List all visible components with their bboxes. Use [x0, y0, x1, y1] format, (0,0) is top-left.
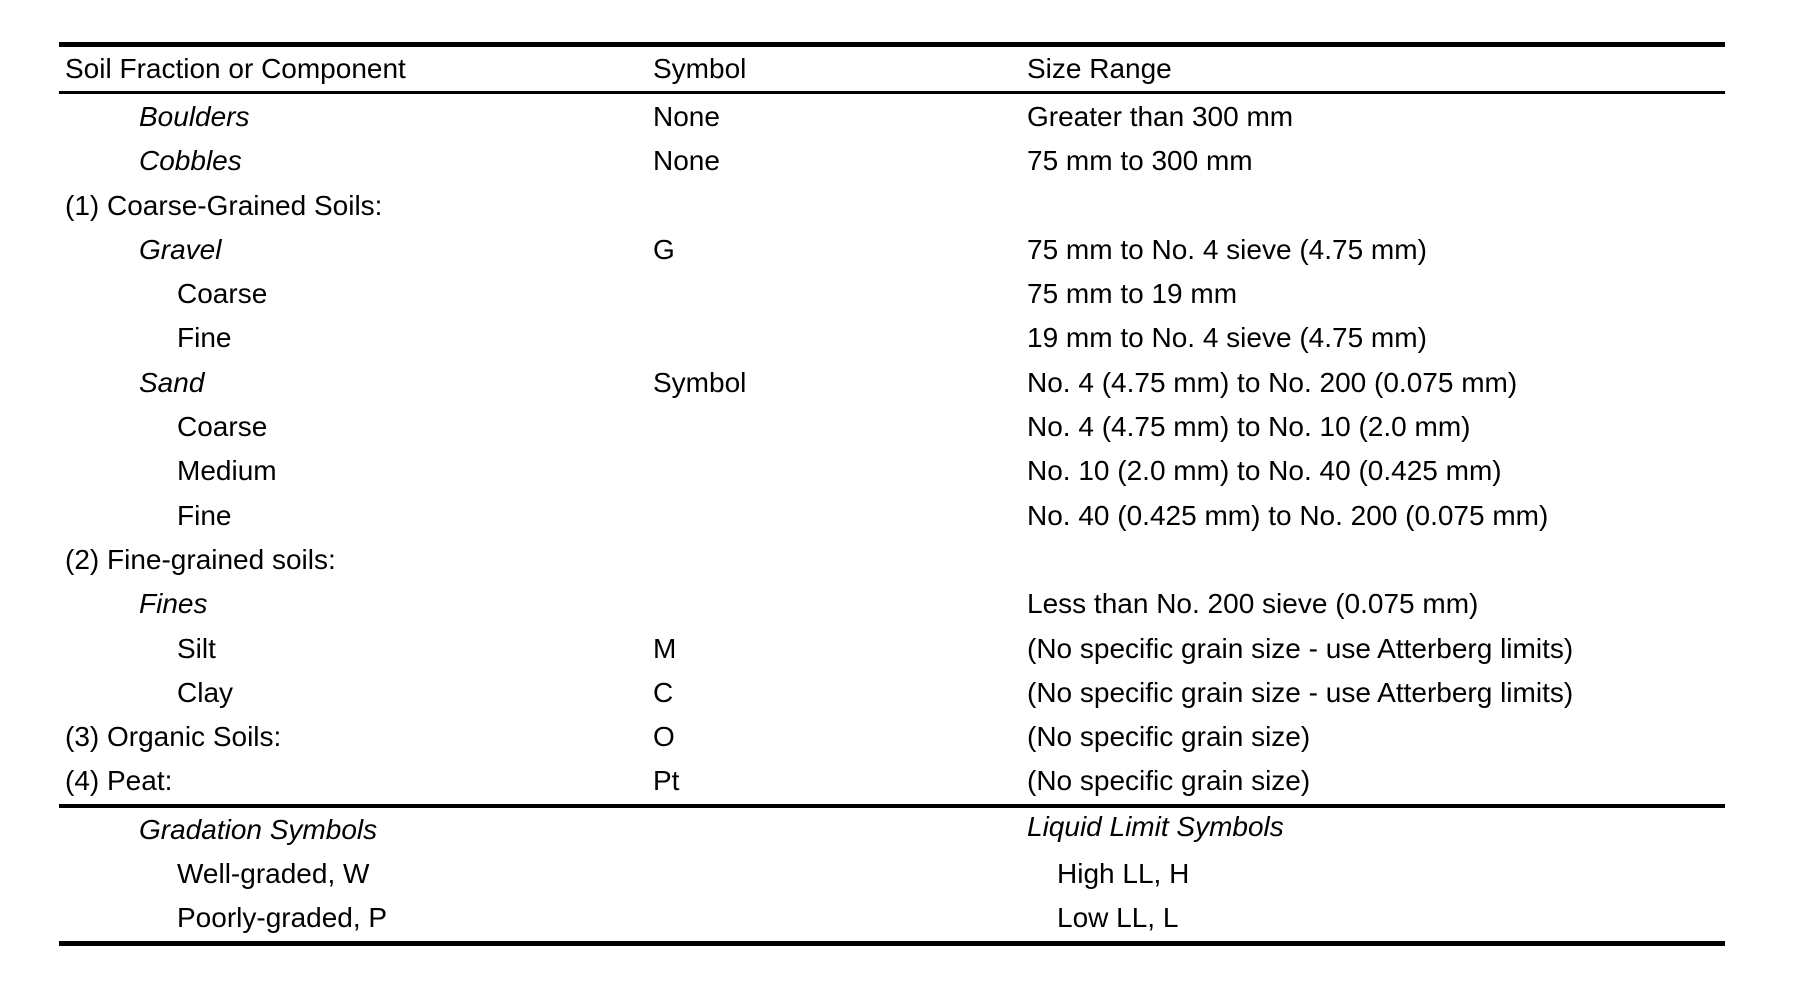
table-row: [59, 361, 1725, 405]
row-symbol: Pt: [653, 765, 680, 797]
table-row: [59, 139, 1725, 183]
gradation-item: Well-graded, W: [177, 858, 370, 890]
footer-row: [59, 852, 1725, 896]
footer-row: [59, 896, 1725, 940]
table-row: [59, 494, 1725, 538]
table-bottom-rule: [59, 941, 1725, 946]
table-row: [59, 316, 1725, 360]
row-component: (2) Fine-grained soils:: [65, 543, 336, 575]
row-size-range: 19 mm to No. 4 sieve (4.75 mm): [1027, 322, 1427, 354]
row-component: Gravel: [139, 233, 222, 265]
row-component: Boulders: [139, 101, 250, 132]
table-row: [59, 405, 1725, 449]
row-component: Coarse: [177, 411, 268, 443]
row-size-range: No. 10 (2.0 mm) to No. 40 (0.425 mm): [1027, 455, 1502, 487]
row-symbol: O: [653, 721, 675, 753]
table-row: [59, 272, 1725, 316]
row-component: (4) Peat:: [65, 765, 173, 797]
table-row: [59, 715, 1725, 759]
row-symbol: None: [653, 145, 720, 177]
row-component: Fines: [139, 588, 208, 620]
gradation-item: Poorly-graded, P: [177, 902, 388, 934]
row-symbol: None: [653, 101, 720, 132]
row-size-range: No. 40 (0.425 mm) to No. 200 (0.075 mm): [1027, 499, 1549, 531]
gradation-symbols-title: Gradation Symbols: [139, 813, 378, 845]
table-row: [59, 95, 1725, 139]
header-size-range: Size Range: [1027, 53, 1172, 84]
table-footer: [59, 808, 1725, 941]
row-component: Clay: [177, 676, 234, 708]
table-row: [59, 184, 1725, 228]
row-symbol: G: [653, 233, 675, 265]
row-size-range: 75 mm to No. 4 sieve (4.75 mm): [1027, 233, 1427, 265]
row-component: (1) Coarse-Grained Soils:: [65, 189, 383, 221]
row-size-range: (No specific grain size - use Atterberg limits): [1027, 676, 1574, 708]
table-row: [59, 627, 1725, 671]
header-component: Soil Fraction or Component: [65, 53, 406, 84]
table-row: [59, 759, 1725, 803]
row-size-range: (No specific grain size): [1027, 765, 1311, 797]
row-component: (3) Organic Soils:: [65, 721, 282, 753]
row-size-range: 75 mm to 19 mm: [1027, 278, 1238, 310]
row-symbol: Symbol: [653, 366, 747, 398]
table-row: [59, 449, 1725, 493]
table-body: [59, 94, 1725, 804]
table-row: [59, 671, 1725, 715]
table-row: [59, 538, 1725, 582]
row-component: Silt: [177, 632, 216, 664]
header-symbol: Symbol: [653, 53, 747, 84]
table-header-row: [59, 47, 1725, 91]
row-size-range: (No specific grain size - use Atterberg limits): [1027, 632, 1574, 664]
liquid-limit-symbols-title: Liquid Limit Symbols: [1027, 810, 1284, 842]
row-symbol: C: [653, 676, 674, 708]
row-size-range: Less than No. 200 sieve (0.075 mm): [1027, 588, 1479, 620]
row-component: Fine: [177, 499, 232, 531]
row-component: Fine: [177, 322, 232, 354]
row-size-range: No. 4 (4.75 mm) to No. 200 (0.075 mm): [1027, 366, 1518, 398]
soil-classification-table: [59, 42, 1725, 946]
table-row: [59, 228, 1725, 272]
liquid-limit-item: High LL, H: [1057, 858, 1190, 890]
row-component: Medium: [177, 455, 277, 487]
footer-row: [59, 808, 1725, 852]
table-row: [59, 582, 1725, 626]
row-size-range: (No specific grain size): [1027, 721, 1311, 753]
row-symbol: M: [653, 632, 677, 664]
row-size-range: 75 mm to 300 mm: [1027, 145, 1253, 177]
row-component: Cobbles: [139, 145, 242, 177]
liquid-limit-item: Low LL, L: [1057, 902, 1179, 934]
row-size-range: No. 4 (4.75 mm) to No. 10 (2.0 mm): [1027, 411, 1471, 443]
row-component: Sand: [139, 366, 205, 398]
row-component: Coarse: [177, 278, 268, 310]
row-size-range: Greater than 300 mm: [1027, 101, 1294, 132]
